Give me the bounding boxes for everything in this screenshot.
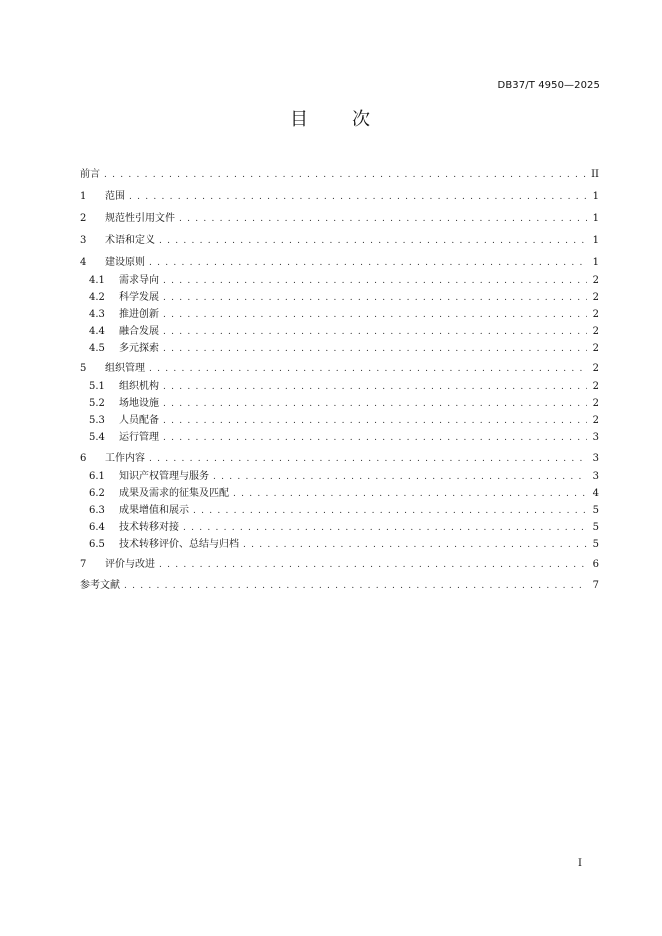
toc-entry[interactable] <box>80 395 599 411</box>
toc-entry-title: 运行管理 <box>119 432 159 443</box>
toc-entry-label <box>80 274 159 288</box>
toc-entry-title: 多元探索 <box>119 343 159 354</box>
toc-entry-title: 技术转移评价、总结与归档 <box>119 539 239 550</box>
toc-entry-label <box>80 212 175 226</box>
toc-entry-page: II <box>591 169 599 180</box>
toc-entry[interactable] <box>80 450 599 466</box>
toc-entry-label <box>80 380 159 394</box>
toc-entry-label <box>80 504 189 518</box>
toc-entry-number: 6.2 <box>89 488 105 499</box>
toc-entry-page: 5 <box>592 522 599 533</box>
toc-entry-title: 融合发展 <box>119 326 159 337</box>
toc-entry-title: 场地设施 <box>119 398 159 409</box>
toc-entry-label <box>80 452 145 466</box>
toc-entry-label <box>80 470 209 484</box>
toc-entry-page: 2 <box>592 415 599 426</box>
toc-leader-dots <box>129 190 587 204</box>
toc-entry-number: 4.5 <box>89 343 105 354</box>
toc-entry-page: 2 <box>592 363 599 374</box>
toc-entry[interactable] <box>80 254 599 270</box>
toc-entry-number: 4.4 <box>89 326 105 337</box>
toc-leader-dots <box>163 291 587 305</box>
toc-entry-number: 1 <box>80 191 87 202</box>
title-part-1: 目 <box>290 109 310 130</box>
toc-leader-dots <box>149 452 587 466</box>
toc-entry[interactable] <box>80 232 599 248</box>
toc-entry-label <box>80 431 159 445</box>
toc-entry-number: 7 <box>80 559 87 570</box>
standard-code: DB37/T 4950—2025 <box>497 80 600 91</box>
toc-entry-page: 1 <box>592 191 599 202</box>
toc-leader-dots <box>104 168 587 182</box>
toc-entry-number: 4 <box>80 257 87 268</box>
toc-entry-page: 3 <box>592 471 599 482</box>
toc-entry[interactable] <box>80 360 599 376</box>
toc-leader-dots <box>163 325 587 339</box>
toc-entry-title: 规范性引用文件 <box>105 213 175 224</box>
toc-entry-title: 需求导向 <box>119 275 159 286</box>
toc-leader-dots <box>124 579 587 593</box>
toc-entry-page: 2 <box>592 398 599 409</box>
toc-entry-number: 3 <box>80 235 87 246</box>
toc-leader-dots <box>163 431 587 445</box>
toc-entry-label <box>80 397 159 411</box>
toc-leader-dots <box>163 274 587 288</box>
toc-entry-label <box>80 579 120 593</box>
toc-leader-dots <box>163 397 587 411</box>
toc-entry[interactable] <box>80 502 599 518</box>
toc-entry-label <box>80 308 159 322</box>
toc-entry-label <box>80 521 179 535</box>
toc-entry[interactable] <box>80 289 599 305</box>
toc-entry-number: 6.1 <box>89 471 105 482</box>
toc-entry[interactable] <box>80 323 599 339</box>
toc-entry-number: 6.3 <box>89 505 105 516</box>
page-title <box>0 105 662 131</box>
toc-entry[interactable] <box>80 378 599 394</box>
toc-entry[interactable] <box>80 485 599 501</box>
toc-entry-number: 2 <box>80 213 87 224</box>
toc-entry-label <box>80 414 159 428</box>
toc-entry-label <box>80 168 100 182</box>
toc-entry-title: 组织机构 <box>119 381 159 392</box>
toc-entry-label <box>80 487 229 501</box>
toc-entry[interactable] <box>80 556 599 572</box>
toc-leader-dots <box>193 504 587 518</box>
toc-entry[interactable] <box>80 306 599 322</box>
toc-entry-label <box>80 362 145 376</box>
page-number: I <box>578 858 582 869</box>
toc-entry-title: 成果及需求的征集及匹配 <box>119 488 229 499</box>
toc-leader-dots <box>243 538 587 552</box>
toc-entry-number: 6 <box>80 453 87 464</box>
toc-entry-page: 1 <box>592 235 599 246</box>
toc-entry-number: 6.5 <box>89 539 105 550</box>
toc-entry-page: 3 <box>592 432 599 443</box>
toc-leader-dots <box>159 234 587 248</box>
toc-entry-label <box>80 256 145 270</box>
toc-leader-dots <box>179 212 587 226</box>
toc-entry-label <box>80 325 159 339</box>
toc-entry-title: 工作内容 <box>105 453 145 464</box>
toc-entry[interactable] <box>80 272 599 288</box>
toc-entry-title: 成果增值和展示 <box>119 505 189 516</box>
toc-entry[interactable] <box>80 340 599 356</box>
toc-entry-title: 科学发展 <box>119 292 159 303</box>
toc-entry-title: 范围 <box>105 191 125 202</box>
toc-entry-title: 参考文献 <box>80 580 120 591</box>
toc-entry-number: 5.1 <box>89 381 105 392</box>
toc-entry[interactable] <box>80 468 599 484</box>
toc-entry[interactable] <box>80 210 599 226</box>
toc-leader-dots <box>163 414 587 428</box>
toc-entry-title: 人员配备 <box>119 415 159 426</box>
toc-leader-dots <box>233 487 587 501</box>
toc-entry-title: 组织管理 <box>105 363 145 374</box>
toc-entry-title: 前言 <box>80 169 100 180</box>
toc-leader-dots <box>213 470 587 484</box>
toc-entry-page: 3 <box>592 453 599 464</box>
toc-entry-number: 4.1 <box>89 275 105 286</box>
toc-entry-number: 5.2 <box>89 398 105 409</box>
toc-leader-dots <box>149 362 587 376</box>
toc-entry-number: 5.4 <box>89 432 105 443</box>
toc-entry-page: 2 <box>592 275 599 286</box>
toc-leader-dots <box>163 342 587 356</box>
toc-entry-title: 推进创新 <box>119 309 159 320</box>
toc-entry-label <box>80 190 125 204</box>
toc-entry[interactable] <box>80 166 599 182</box>
toc-entry[interactable] <box>80 429 599 445</box>
title-part-2: 次 <box>352 109 372 130</box>
toc-entry-page: 2 <box>592 381 599 392</box>
toc-entry-number: 6.4 <box>89 522 105 533</box>
toc-entry-label <box>80 342 159 356</box>
toc-entry-number: 4.2 <box>89 292 105 303</box>
toc-leader-dots <box>183 521 587 535</box>
toc-entry[interactable] <box>80 536 599 552</box>
toc-entry[interactable] <box>80 188 599 204</box>
toc-entry-title: 技术转移对接 <box>119 522 179 533</box>
toc-entry[interactable] <box>80 577 599 593</box>
toc-entry-label <box>80 234 155 248</box>
toc-entry-page: 2 <box>592 343 599 354</box>
toc-entry-title: 术语和定义 <box>105 235 155 246</box>
toc-entry-title: 建设原则 <box>105 257 145 268</box>
toc-entry-title: 知识产权管理与服务 <box>119 471 209 482</box>
toc-entry-page: 5 <box>592 539 599 550</box>
toc-entry-page: 6 <box>592 559 599 570</box>
toc-entry-page: 4 <box>592 488 599 499</box>
toc-entry[interactable] <box>80 412 599 428</box>
toc-leader-dots <box>163 308 587 322</box>
toc-entry-page: 5 <box>592 505 599 516</box>
toc-entry-label <box>80 291 159 305</box>
toc-entry-title: 评价与改进 <box>105 559 155 570</box>
toc-entry-page: 7 <box>592 580 599 591</box>
toc-entry-page: 1 <box>592 257 599 268</box>
toc-entry-number: 5.3 <box>89 415 105 426</box>
toc-entry-label <box>80 558 155 572</box>
toc-entry-page: 1 <box>592 213 599 224</box>
toc-entry-page: 2 <box>592 326 599 337</box>
toc-leader-dots <box>149 256 587 270</box>
toc-entry-number: 4.3 <box>89 309 105 320</box>
toc-leader-dots <box>163 380 587 394</box>
toc-entry-page: 2 <box>592 309 599 320</box>
toc-entry-number: 5 <box>80 363 87 374</box>
toc-entry[interactable] <box>80 519 599 535</box>
toc-entry-page: 2 <box>592 292 599 303</box>
toc-leader-dots <box>159 558 587 572</box>
toc-entry-label <box>80 538 239 552</box>
